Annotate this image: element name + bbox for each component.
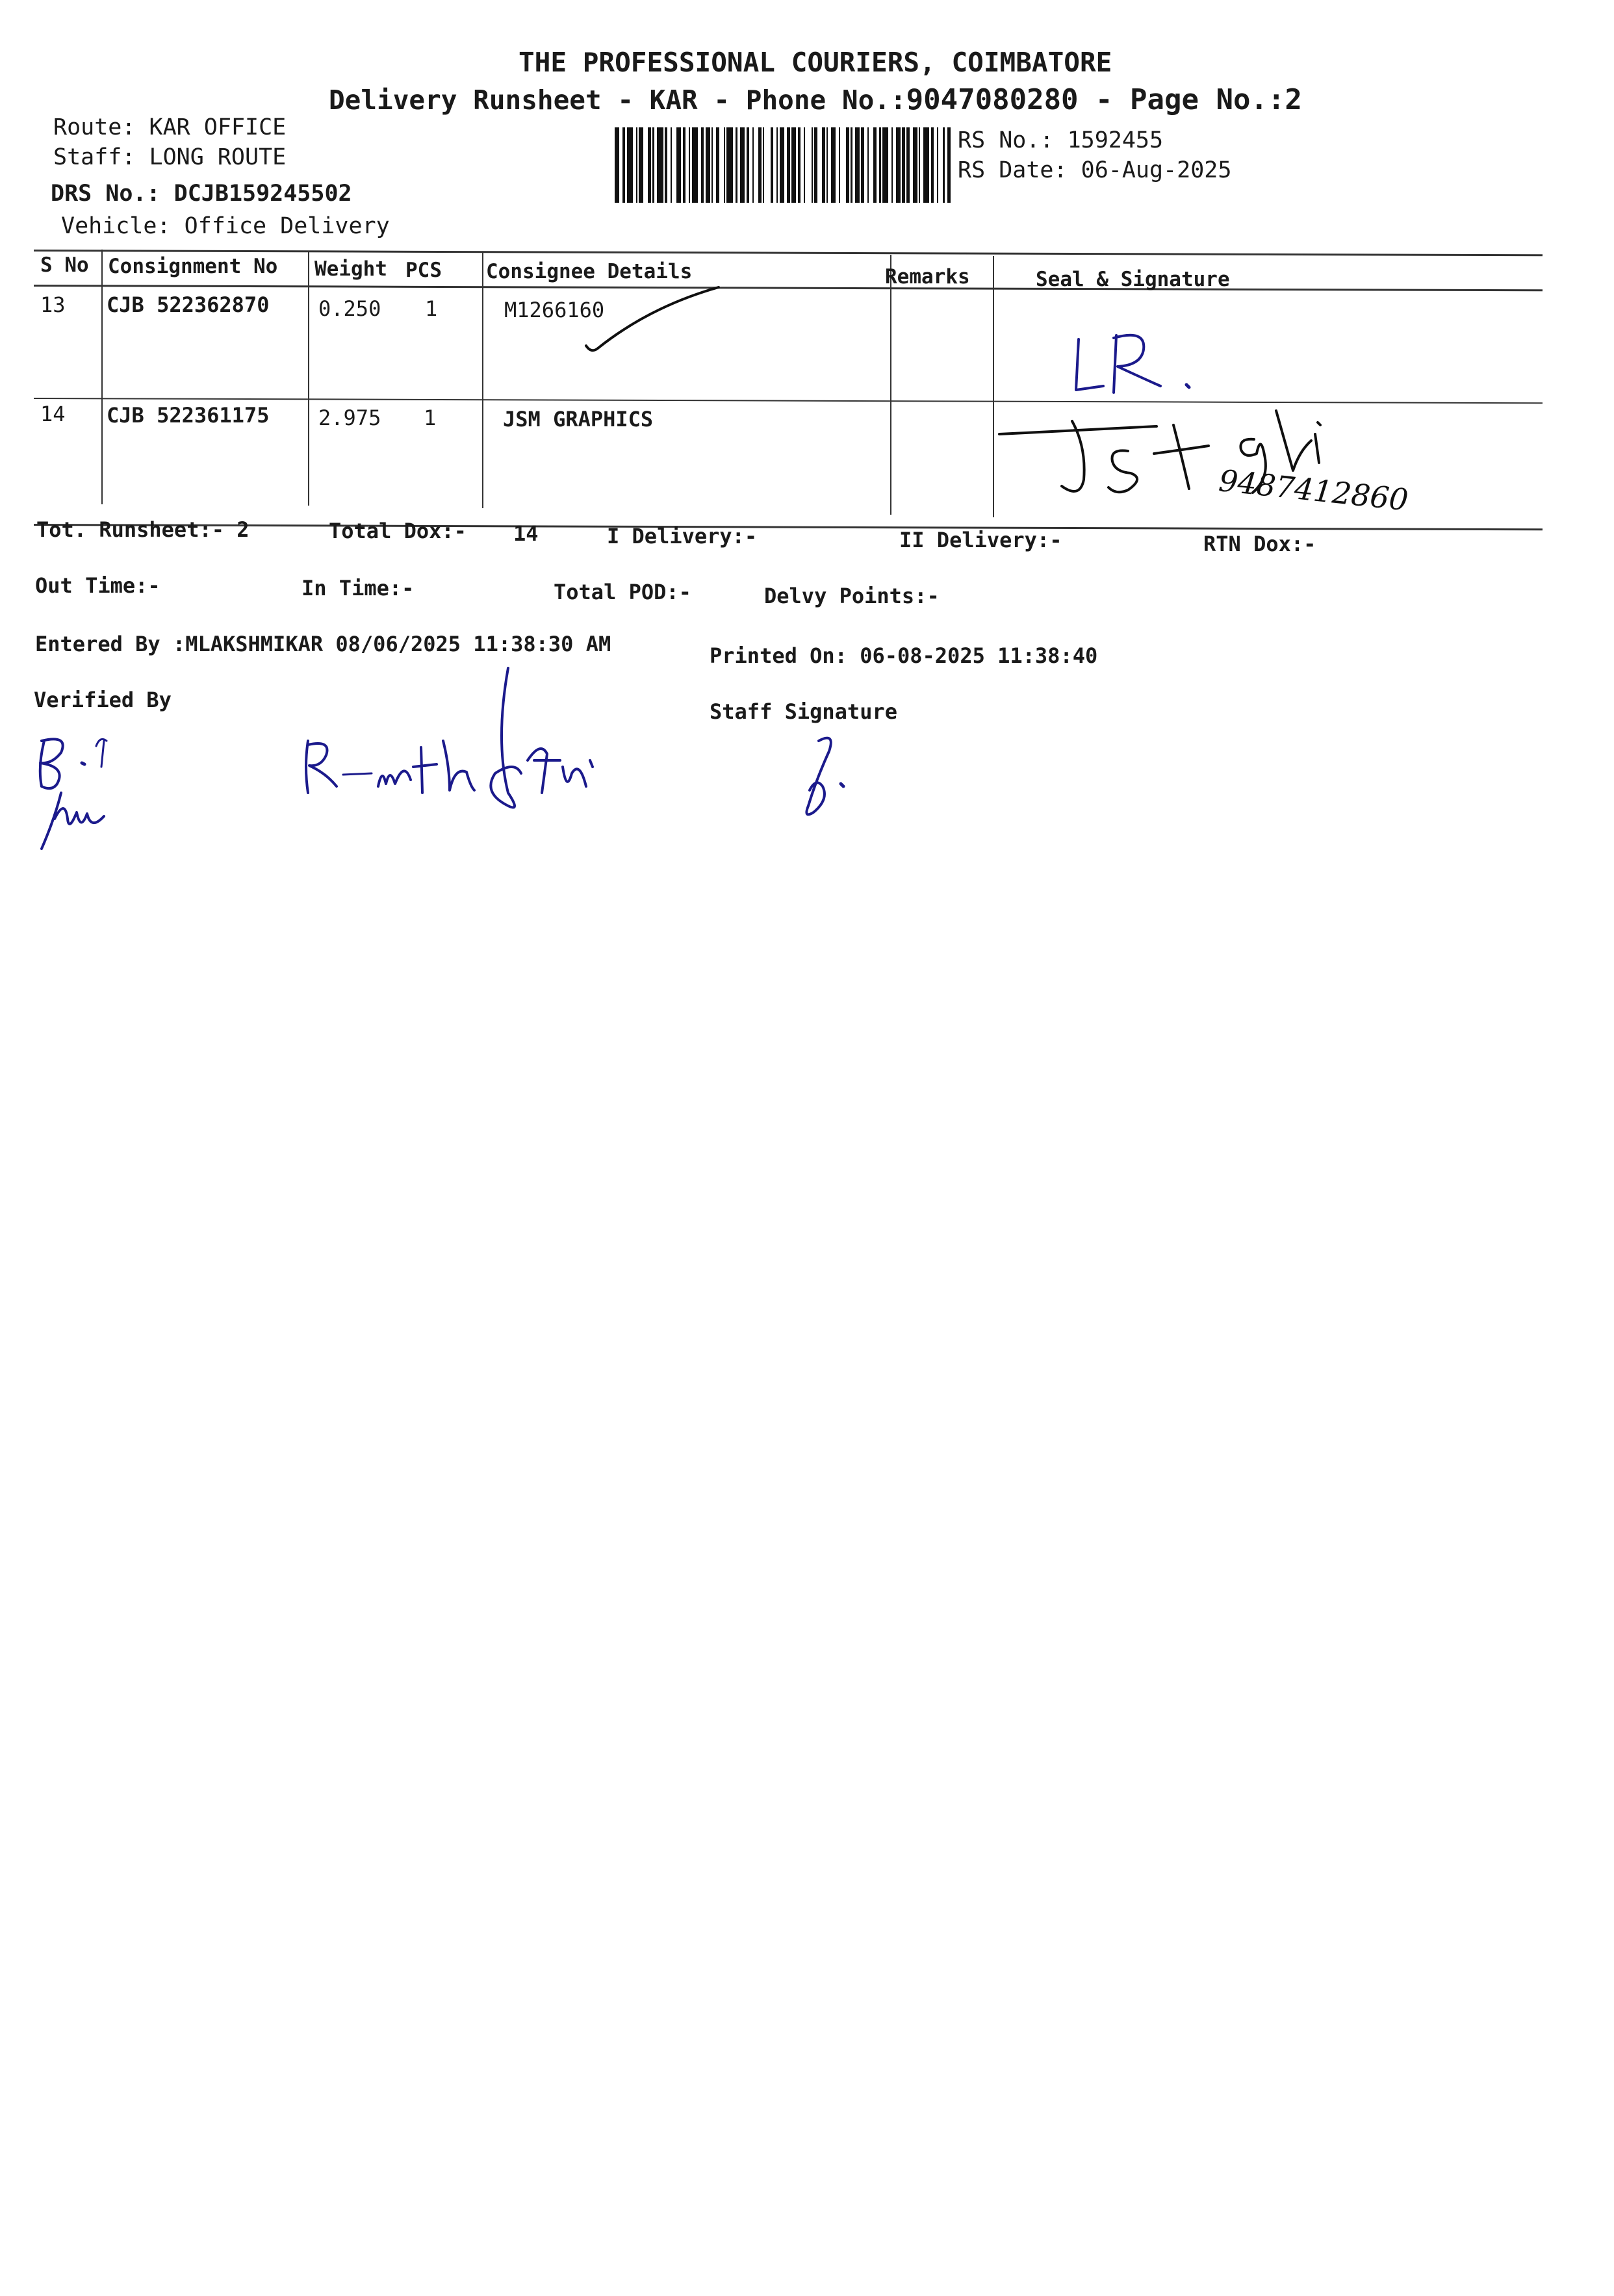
col-header-weight: Weight bbox=[314, 257, 387, 281]
row14-handwritten-phone: 9487412860 bbox=[1217, 463, 1410, 518]
col-header-consignment: Consignment No bbox=[108, 255, 278, 278]
tick-mark bbox=[572, 281, 728, 365]
staff-signature bbox=[790, 728, 868, 832]
route-label: Route: KAR OFFICE bbox=[53, 114, 287, 140]
rs-number: RS No.: 1592455 bbox=[958, 127, 1164, 153]
staff-signature-label: Staff Signature bbox=[710, 699, 897, 724]
delvy-points: Delvy Points:- bbox=[764, 584, 940, 608]
subtitle-prefix: Delivery Runsheet - KAR - Phone No.: bbox=[329, 84, 906, 116]
row13-signature bbox=[1066, 330, 1222, 402]
out-time: Out Time:- bbox=[35, 573, 160, 598]
verifier-signature-1 bbox=[29, 721, 159, 858]
runsheet-barcode bbox=[615, 127, 953, 203]
cell-consignment: CJB 522361175 bbox=[107, 403, 270, 428]
entered-by: Entered By :MLAKSHMIKAR 08/06/2025 11:38:30 AM bbox=[35, 632, 611, 656]
table-bottom-rule bbox=[34, 524, 1543, 530]
col-header-remarks: Remarks bbox=[885, 265, 970, 289]
verifier-signature-2 bbox=[300, 663, 651, 819]
drs-label: DRS No.: bbox=[51, 181, 160, 207]
col-divider bbox=[101, 250, 103, 504]
vehicle-label: Vehicle: Office Delivery bbox=[61, 213, 390, 239]
col-divider bbox=[308, 251, 309, 506]
col-divider bbox=[482, 252, 483, 508]
col-header-seal-signature: Seal & Signature bbox=[1036, 268, 1230, 291]
total-dox-label: Total Dox:- bbox=[329, 519, 467, 543]
col-header-consignee: Consignee Details bbox=[486, 260, 693, 283]
rs-date: RS Date: 06-Aug-2025 bbox=[958, 157, 1232, 183]
total-pod: Total POD:- bbox=[554, 580, 691, 604]
phone-number: 9047080280 bbox=[906, 83, 1079, 116]
cell-consignment: CJB 522362870 bbox=[107, 292, 270, 317]
verified-by-label: Verified By bbox=[34, 688, 172, 712]
cell-sno: 13 bbox=[40, 292, 66, 317]
in-time: In Time:- bbox=[301, 576, 415, 600]
cell-weight: 0.250 bbox=[318, 296, 381, 321]
drs-value: DCJB159245502 bbox=[173, 181, 352, 207]
rtn-dox: RTN Dox:- bbox=[1203, 532, 1316, 556]
cell-sno: 14 bbox=[40, 402, 66, 426]
cell-pcs: 1 bbox=[425, 296, 438, 321]
col-divider bbox=[890, 255, 891, 515]
tot-runsheet: Tot. Runsheet:- 2 bbox=[36, 517, 250, 542]
col-header-sno: S No bbox=[40, 253, 89, 277]
runsheet-subtitle bbox=[329, 83, 1302, 116]
drs-number bbox=[51, 181, 352, 207]
printed-on: Printed On: 06-08-2025 11:38:40 bbox=[710, 643, 1098, 668]
page-number: - Page No.:2 bbox=[1078, 83, 1302, 116]
col-header-pcs: PCS bbox=[405, 259, 442, 282]
staff-label: Staff: LONG ROUTE bbox=[53, 144, 287, 170]
total-dox-value: 14 bbox=[513, 521, 539, 546]
table-header-rule bbox=[34, 285, 1543, 291]
cell-consignee: M1266160 bbox=[504, 298, 605, 322]
cell-consignee: JSM GRAPHICS bbox=[503, 407, 654, 432]
i-delivery: I Delivery:- bbox=[607, 524, 758, 548]
cell-pcs: 1 bbox=[424, 406, 437, 430]
company-name: THE PROFESSIONAL COURIERS, COIMBATORE bbox=[519, 47, 1112, 78]
ii-delivery: II Delivery:- bbox=[899, 528, 1062, 552]
cell-weight: 2.975 bbox=[318, 406, 381, 430]
